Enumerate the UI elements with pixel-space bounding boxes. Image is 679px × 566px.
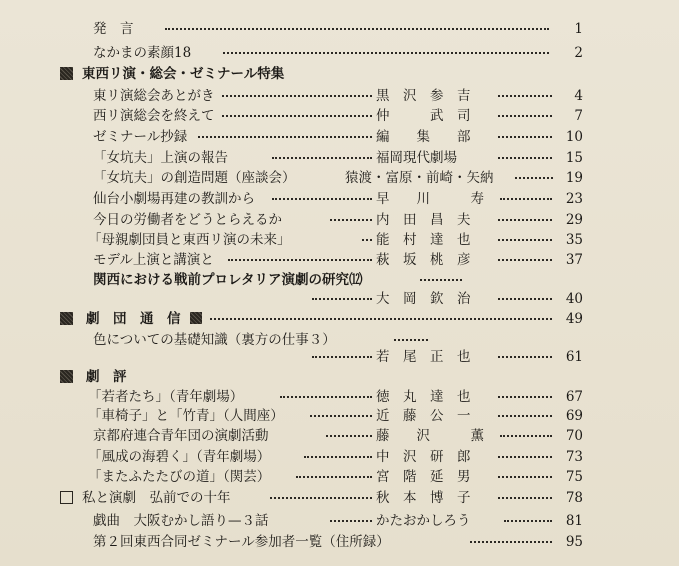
section-title: 東西リ演・総会・ゼミナール特集 (82, 66, 285, 82)
entry-title: 「車椅子」と「竹青」（人間座） (88, 408, 284, 424)
entry-title: 東リ演総会あとがき (93, 88, 215, 104)
leader-dots (304, 456, 372, 458)
entry-author: 内 田 昌 夫 (376, 212, 471, 228)
square-bullet-icon (60, 491, 73, 504)
toc-entry (0, 106, 679, 126)
entry-author: 早 川 寿 (376, 191, 484, 207)
entry-title: 「またふたたびの道」（関芸） (88, 469, 271, 485)
entry-title: 「女坑夫」上演の報告 (93, 150, 228, 166)
entry-title: 「若者たち」（青年劇場） (88, 389, 244, 405)
toc-entry (0, 148, 679, 168)
toc-entry (0, 289, 679, 309)
toc-entry (0, 488, 679, 508)
entry-page: 15 (565, 150, 583, 166)
toc-entry (0, 210, 679, 230)
leader-dots (228, 259, 372, 261)
entry-page: 23 (565, 191, 583, 207)
entry-title: 関西における戦前プロレタリア演劇の研究⑿ (93, 272, 363, 288)
entry-page: 35 (565, 232, 583, 248)
section-bullet-icon (60, 370, 73, 383)
entry-page: 73 (565, 449, 583, 465)
leader-dots (420, 279, 462, 281)
entry-page: 49 (565, 311, 583, 327)
leader-dots (270, 497, 372, 499)
leader-dots (326, 435, 372, 437)
toc-entry (0, 511, 679, 531)
entry-page: 40 (565, 291, 583, 307)
entry-page: 69 (565, 408, 583, 424)
entry-title: 「風成の海碧く」（青年劇場） (88, 449, 271, 465)
leader-dots (198, 136, 372, 138)
toc-entry (0, 19, 679, 39)
entry-page: 19 (565, 170, 583, 186)
leader-dots (330, 219, 372, 221)
entry-page: 81 (565, 513, 583, 529)
entry-page: 10 (565, 129, 583, 145)
leader-dots (330, 520, 372, 522)
section-heading (0, 309, 679, 329)
leader-dots (362, 239, 372, 241)
leader-dots (223, 52, 549, 54)
entry-author: 中 沢 研 郎 (376, 449, 471, 465)
entry-page: 29 (565, 212, 583, 228)
leader-dots (222, 95, 372, 97)
entry-title: 私と演劇 弘前での十年 (82, 490, 231, 506)
toc-entry (0, 532, 679, 552)
section-bullet-icon (60, 67, 73, 80)
entry-author: 大 岡 欽 治 (376, 291, 471, 307)
toc-entry (0, 467, 679, 487)
toc-entry (0, 189, 679, 209)
entry-title: 今日の労働者をどうとらえるか (93, 212, 282, 228)
entry-author: 編 集 部 (376, 129, 471, 145)
entry-title: なかまの素顔18 (93, 45, 192, 61)
entry-author: 宮 階 延 男 (376, 469, 471, 485)
entry-title: 西リ演総会を終えて (93, 108, 215, 124)
leader-dots (272, 157, 372, 159)
entry-page: 67 (565, 389, 583, 405)
leader-dots (222, 115, 372, 117)
entry-title: 戯曲 大阪むかし語り—３話 (93, 513, 269, 529)
toc-entry (0, 387, 679, 407)
entry-page: 4 (574, 88, 583, 104)
entry-title: 発 言 (93, 21, 134, 37)
toc-entry (0, 86, 679, 106)
entry-title: ゼミナール抄録 (93, 129, 188, 145)
leader-dots (165, 28, 549, 30)
leader-dots (312, 298, 372, 300)
entry-author: かたおかしろう (376, 513, 471, 529)
entry-title: 「女坑夫」の創造問題（座談会） (93, 170, 296, 186)
entry-author: 徳 丸 達 也 (376, 389, 471, 405)
toc-entry (0, 270, 679, 290)
entry-author: 若 尾 正 也 (376, 349, 471, 365)
entry-title: 色についての基礎知識（裏方の仕事３） (93, 332, 336, 348)
entry-author: 秋 本 博 子 (376, 490, 471, 506)
leader-dots (272, 198, 372, 200)
section-title: 劇 評 (86, 369, 127, 385)
entry-page: 7 (574, 108, 583, 124)
toc-entry (0, 406, 679, 426)
leader-dots (394, 339, 428, 341)
toc-entry (0, 43, 679, 63)
entry-title: 第２回東西合同ゼミナール参加者一覧（住所録） (93, 534, 390, 550)
toc-entry (0, 250, 679, 270)
entry-page: 75 (565, 469, 583, 485)
leader-dots (280, 396, 372, 398)
section-bullet-icon (190, 312, 202, 324)
entry-page: 70 (565, 428, 583, 444)
leader-dots (296, 476, 372, 478)
section-heading (0, 367, 679, 387)
leader-dots (312, 356, 372, 358)
section-heading (0, 64, 679, 84)
entry-author: 福岡現代劇場 (376, 150, 457, 166)
section-title: 劇 団 通 信 (86, 311, 181, 327)
entry-author: 黒 沢 参 吉 (376, 88, 471, 104)
toc-entry (0, 127, 679, 147)
toc-entry (0, 426, 679, 446)
entry-page: 95 (565, 534, 583, 550)
entry-author: 仲 武 司 (376, 108, 471, 124)
toc-entry (0, 230, 679, 250)
leader-dots (310, 415, 372, 417)
entry-author: 藤 沢 薫 (376, 428, 484, 444)
section-bullet-icon (60, 312, 73, 325)
toc-entry (0, 347, 679, 367)
entry-author: 萩 坂 桃 彦 (376, 252, 471, 268)
toc-entry (0, 168, 679, 188)
leader-dots (210, 318, 552, 320)
entry-page: 2 (574, 45, 583, 61)
entry-title: 京都府連合青年団の演劇活動 (93, 428, 269, 444)
entry-title: 仙台小劇場再建の教訓から (93, 191, 255, 207)
entry-page: 78 (565, 490, 583, 506)
entry-author: 猿渡・富原・前崎・矢納 (345, 170, 494, 186)
entry-page: 37 (565, 252, 583, 268)
entry-title: モデル上演と講演と (93, 252, 214, 268)
entry-page: 1 (574, 21, 583, 37)
toc-entry (0, 447, 679, 467)
leader-dots (470, 541, 552, 543)
entry-author: 能 村 達 也 (376, 232, 471, 248)
entry-page: 61 (565, 349, 583, 365)
entry-title: 「母親劇団員と東西リ演の未来」 (88, 232, 291, 248)
entry-author: 近 藤 公 一 (376, 408, 471, 424)
